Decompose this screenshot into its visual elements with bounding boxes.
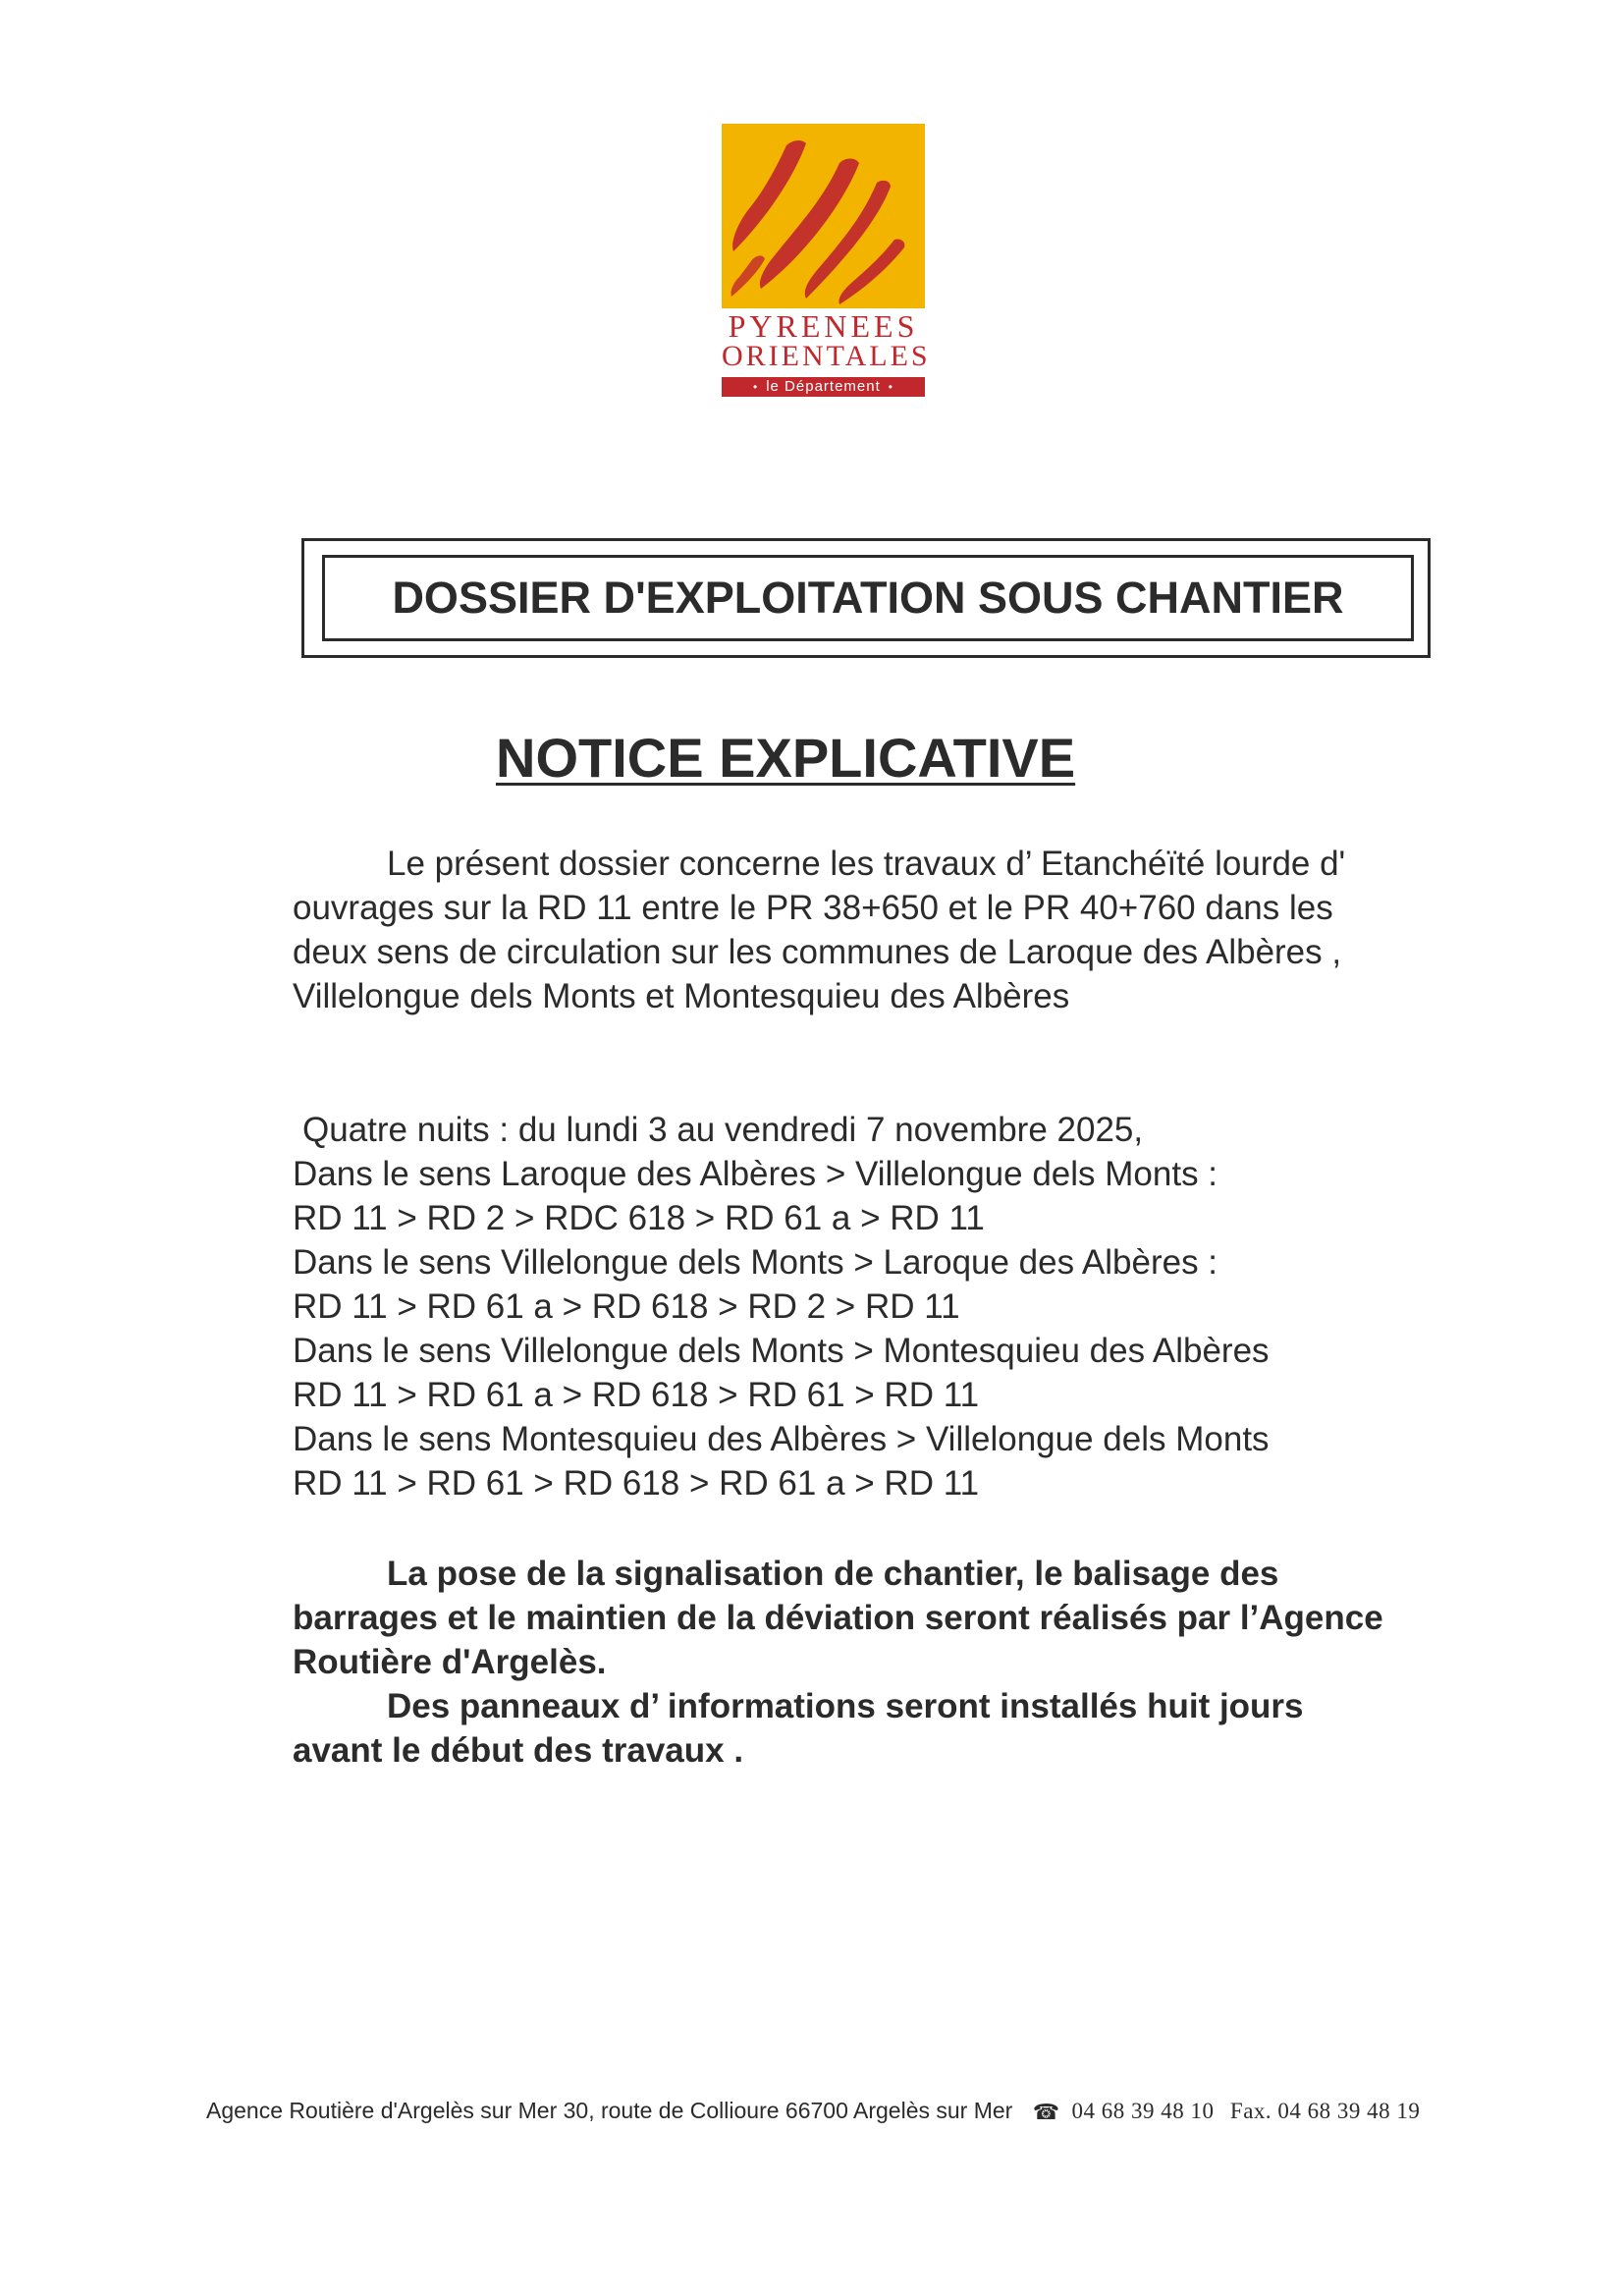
notice-heading: NOTICE EXPLICATIVE [496, 727, 1076, 789]
schedule-line: RD 11 > RD 2 > RDC 618 > RD 61 a > RD 11 [293, 1199, 985, 1237]
claw-stripes-icon [722, 124, 925, 308]
telephone-icon: ☎ [1032, 2100, 1060, 2124]
title-frame-outer [301, 538, 1431, 658]
closing-line: barrages et le maintien de la déviation seront réalisés par l’Agence [293, 1599, 1383, 1637]
footer-phone: 04 68 39 48 10 [1071, 2099, 1215, 2123]
footer-fax [1230, 2099, 1421, 2123]
logo-emblem [722, 124, 925, 308]
schedule-line: Dans le sens Montesquieu des Albères > Villelongue dels Monts [293, 1420, 1270, 1458]
footer [206, 2096, 1420, 2127]
logo-band-text: le Département [766, 378, 881, 395]
schedule-line: Dans le sens Villelongue dels Monts > Montesquieu des Albères [293, 1332, 1270, 1370]
schedule-line: RD 11 > RD 61 > RD 618 > RD 61 a > RD 11 [293, 1464, 980, 1503]
closing-line: avant le début des travaux . [293, 1731, 744, 1770]
intro-line: deux sens de circulation sur les communes de Laroque des Albères , [293, 933, 1342, 971]
schedule-line: RD 11 > RD 61 a > RD 618 > RD 2 > RD 11 [293, 1287, 960, 1326]
title-frame-inner [322, 555, 1414, 641]
schedule-line: Dans le sens Laroque des Albères > Villelongue dels Monts : [293, 1155, 1218, 1193]
schedule-line: Quatre nuits : du lundi 3 au vendredi 7 novembre 2025, [302, 1111, 1144, 1149]
logo-text-line1: PYRENEES [728, 308, 919, 344]
closing-line: Des panneaux d’ informations seront installés huit jours [387, 1687, 1304, 1725]
band-dot-left: • [753, 380, 759, 394]
band-dot-right: • [888, 380, 893, 394]
intro-line: Le présent dossier concerne les travaux d’ Etanchéïté lourde d' [387, 845, 1346, 883]
schedule-line: RD 11 > RD 61 a > RD 618 > RD 61 > RD 11 [293, 1376, 980, 1414]
closing-line: La pose de la signalisation de chantier, le balisage des [387, 1555, 1279, 1593]
department-logo [722, 124, 931, 397]
closing-line: Routière d'Argelès. [293, 1643, 607, 1681]
footer-address: Agence Routière d'Argelès sur Mer 30, route de Collioure 66700 Argelès sur Mer [206, 2098, 1013, 2123]
intro-line: Villelongue dels Monts et Montesquieu des Albères [293, 977, 1070, 1015]
schedule-line: Dans le sens Villelongue dels Monts > Laroque des Albères : [293, 1243, 1218, 1282]
document-title: DOSSIER D'EXPLOITATION SOUS CHANTIER [392, 573, 1344, 623]
intro-line: ouvrages sur la RD 11 entre le PR 38+650 et le PR 40+760 dans les [293, 889, 1333, 927]
logo-text-line2: ORIENTALES [722, 340, 931, 372]
logo-band [722, 377, 925, 397]
footer-fax-text: Fax. 04 68 39 48 19 [1229, 2099, 1421, 2123]
